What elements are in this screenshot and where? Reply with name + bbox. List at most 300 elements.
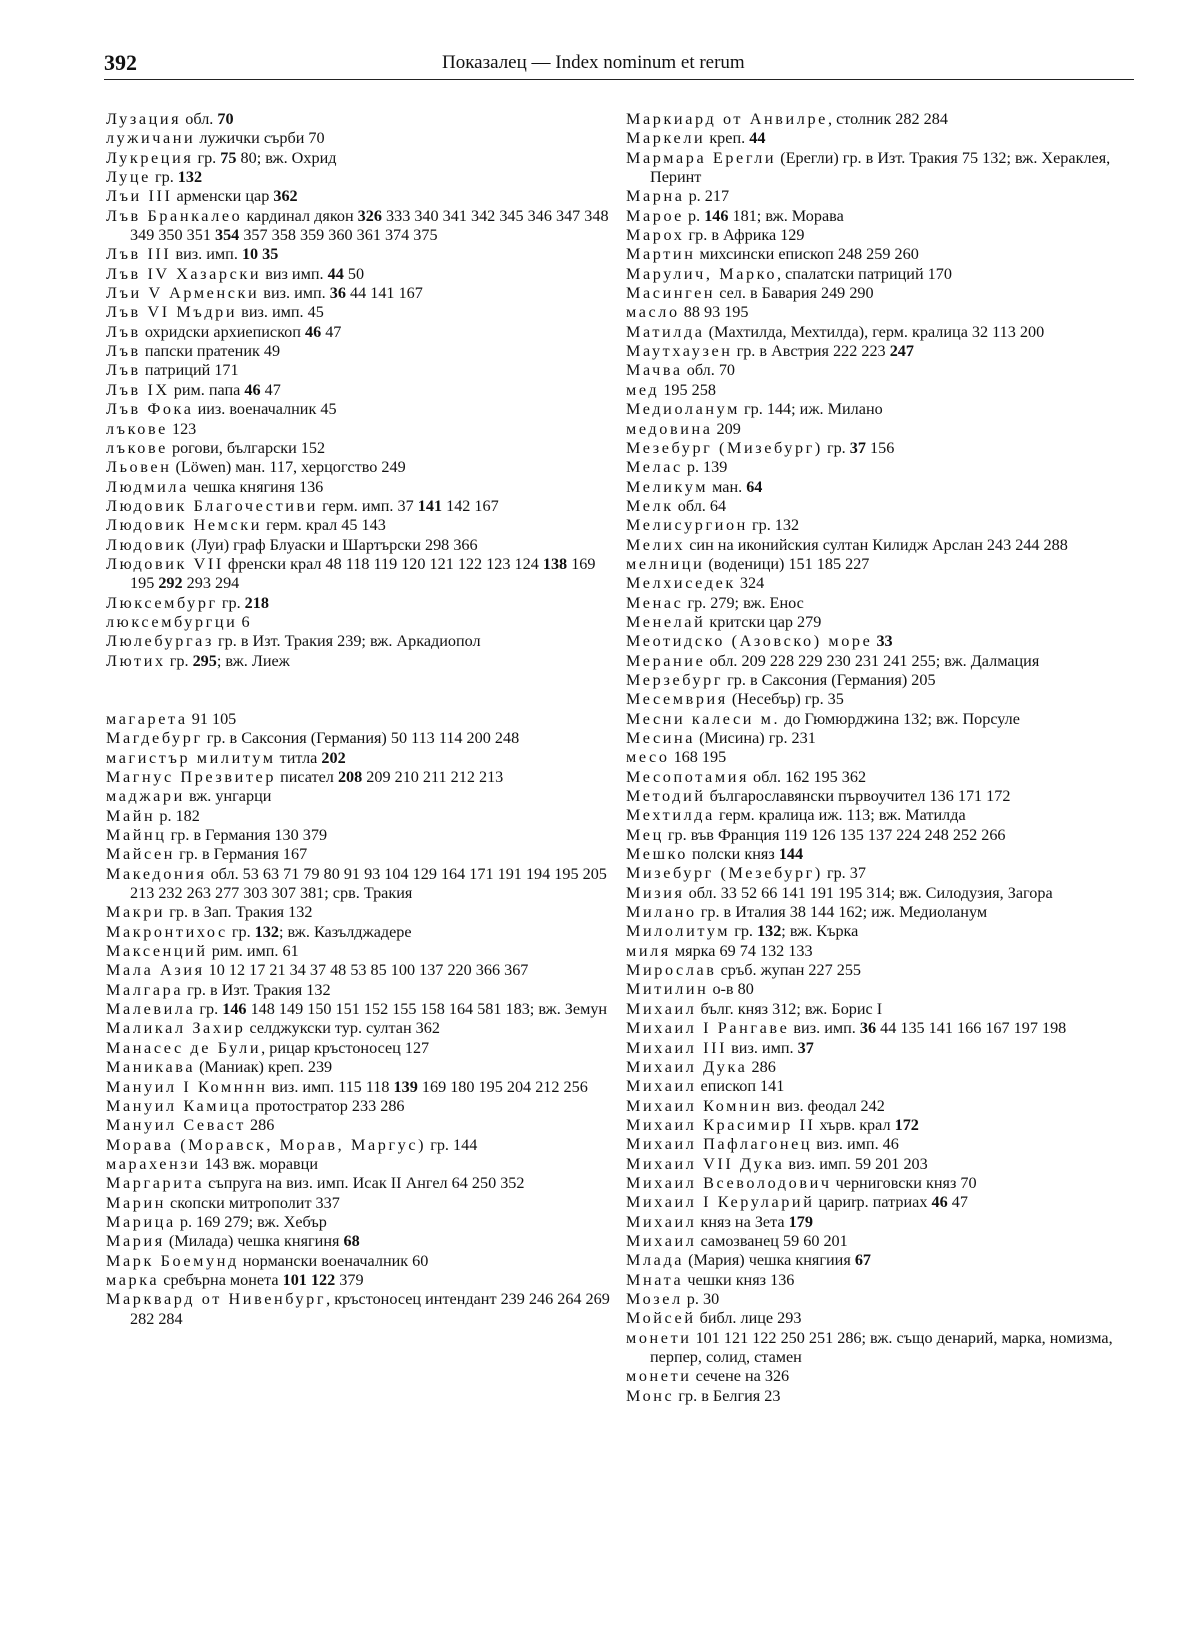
index-entry <box>626 574 1136 593</box>
index-references: гр. 132 <box>150 168 203 187</box>
index-term: Мната <box>626 1270 684 1289</box>
index-references: виз. имп. 59 201 203 <box>784 1154 928 1173</box>
index-references: гр. 218 <box>217 593 269 612</box>
index-references: до Гюмюрджина 132; вж. Порсуле <box>780 709 1020 728</box>
index-entry <box>626 806 1136 825</box>
index-term: Михаил VII Дука <box>626 1154 785 1173</box>
index-term: Лъв III <box>106 245 172 264</box>
index-entry <box>106 749 614 768</box>
index-references: рим. имп. 61 <box>207 942 299 961</box>
index-term: Магнус Презвитер <box>106 768 277 786</box>
header-rule <box>104 79 1134 80</box>
index-term: Маникава <box>106 1058 196 1077</box>
index-entry <box>626 652 1136 671</box>
index-references: (Луи) граф Блуаски и Шартърски 298 366 <box>186 535 478 554</box>
index-entry <box>626 458 1136 477</box>
index-entry <box>106 903 614 922</box>
index-term: медовина <box>626 419 713 438</box>
index-references: (Мария) чешка княгиия 67 <box>684 1251 871 1270</box>
index-entry <box>106 845 614 864</box>
index-entry <box>106 942 614 961</box>
index-references: , кръстоносец интендант 239 246 264 269 282 284 <box>130 1290 610 1328</box>
index-entry <box>626 110 1136 129</box>
index-term: Мелас <box>626 458 683 477</box>
index-references: гр. 144 <box>426 1135 478 1154</box>
index-references: обл. 70 <box>181 110 234 128</box>
index-term: Митилин <box>626 980 709 999</box>
index-references: гр. в Германия 130 379 <box>166 826 328 845</box>
index-entry <box>626 1019 1136 1038</box>
index-references: герм. кралица иж. 113; вж. Матилда <box>714 806 966 825</box>
index-references: цариrp. патриах 46 47 <box>814 1193 968 1212</box>
index-term: Млада <box>626 1251 685 1270</box>
index-term: Месемврия <box>626 690 728 709</box>
index-entry <box>106 1290 614 1329</box>
index-term: люксембургци <box>106 612 238 631</box>
index-term: магарета <box>106 709 188 728</box>
index-term: Малевила <box>106 1000 196 1019</box>
index-references: (Ерегли) гр. в Изт. Тракия 75 132; вж. Хераклея, Перинт <box>650 148 1111 187</box>
index-term: Марк Боемунд <box>106 1251 239 1270</box>
index-term: Мезебург (Мизебург) <box>626 438 823 457</box>
index-term: Маргарита <box>106 1174 205 1193</box>
index-term: лужичани <box>106 129 196 148</box>
index-references: сел. в Бавария 249 290 <box>715 284 874 303</box>
index-term: Лъв IX <box>106 380 170 399</box>
index-entry <box>106 555 614 594</box>
index-term: Михаил <box>626 1231 697 1250</box>
index-references: р. 139 <box>682 458 728 477</box>
index-entry <box>626 149 1136 188</box>
index-entry <box>626 845 1136 864</box>
index-term: Марин <box>106 1193 166 1212</box>
index-references: рогови, български 152 <box>167 438 326 457</box>
index-term: Морава (Моравск, Морав, Маргус) <box>106 1135 427 1154</box>
index-entry <box>106 652 614 671</box>
index-entry <box>106 826 614 845</box>
index-references: михсински епископ 248 259 260 <box>695 245 919 264</box>
running-title: Показалец — Index nominum et rerum <box>442 52 745 73</box>
index-entry <box>626 1309 1136 1328</box>
index-term: Майнц <box>106 826 167 845</box>
index-entry <box>106 1232 614 1251</box>
index-entry <box>626 961 1136 980</box>
index-references: полски княз 144 <box>687 845 804 864</box>
index-references: , столник 282 284 <box>827 110 948 128</box>
index-term: мед <box>626 380 660 399</box>
index-references: гр. 295; вж. Лиеж <box>165 651 290 670</box>
index-references: титла 202 <box>275 748 346 767</box>
index-references: гр. в Саксония (Германия) 205 <box>723 670 936 689</box>
index-entry <box>106 729 614 748</box>
index-term: Лъи V Арменски <box>106 284 260 303</box>
index-entry <box>626 478 1136 497</box>
index-term: Михаил <box>626 1077 697 1096</box>
index-entry <box>626 1193 1136 1212</box>
index-references: гр. в Австрия 222 223 247 <box>732 342 914 361</box>
index-references: сребърна монета 101 122 379 <box>159 1270 364 1289</box>
index-column-right <box>626 110 1136 1406</box>
index-references: ииз. военачалник 45 <box>193 400 337 419</box>
index-references: гр. 144; иж. Милано <box>739 400 883 419</box>
index-term: Лъв Фока <box>106 400 194 419</box>
index-entry <box>626 1058 1136 1077</box>
index-entry <box>106 1000 614 1019</box>
index-term: миля <box>626 941 671 960</box>
index-references: хърв. крал 172 <box>815 1115 919 1134</box>
index-references: креп. 44 <box>705 129 766 148</box>
index-entry <box>106 129 614 148</box>
index-references: гр. в Изт. Тракия 132 <box>183 980 331 999</box>
index-term: Макронтихос <box>106 922 228 941</box>
index-references: епископ 141 <box>696 1077 785 1096</box>
index-term: Манасес де Були <box>106 1038 262 1057</box>
index-references: критски цар 279 <box>705 612 822 631</box>
index-references: мярка 69 74 132 133 <box>670 941 813 960</box>
index-term: Максенций <box>106 942 208 961</box>
index-term: Михаил III <box>626 1038 728 1057</box>
index-entry <box>626 1367 1136 1386</box>
index-references: гр. в Германия 167 <box>175 845 308 864</box>
index-references: българославянски първоучител 136 171 172 <box>705 787 1011 806</box>
index-entry <box>106 168 614 187</box>
index-term: Мехтилда <box>626 806 715 825</box>
index-term: Мануил I Комннн <box>106 1077 268 1096</box>
index-entry <box>106 1116 614 1135</box>
index-references: 209 <box>712 419 741 438</box>
index-references: виз имп. 44 50 <box>261 264 365 283</box>
index-entry <box>626 922 1136 941</box>
index-term: Мармара Ерегли <box>626 148 777 167</box>
index-references: гр. 37 156 <box>822 438 895 457</box>
index-term: Меликум <box>626 477 709 496</box>
index-references: обл. 70 <box>682 361 736 380</box>
index-term: Марох <box>626 226 685 245</box>
index-entry <box>106 1019 614 1038</box>
index-references: о-в 80 <box>708 980 754 999</box>
index-entry <box>106 787 614 806</box>
index-entry <box>626 129 1136 148</box>
index-term: Лъв <box>106 361 141 380</box>
index-entry <box>626 284 1136 303</box>
index-entry <box>626 710 1136 729</box>
index-references: виз. имп. 36 44 135 141 166 167 197 198 <box>789 1019 1067 1038</box>
index-entry <box>626 342 1136 361</box>
index-entry <box>106 439 614 458</box>
index-term: Мелк <box>626 496 674 515</box>
index-references: виз. феодал 242 <box>772 1096 885 1115</box>
index-references: рим. папа 46 47 <box>169 380 281 399</box>
index-term: Людмила <box>106 477 189 496</box>
index-references: 6 <box>237 612 250 631</box>
index-term: Маликал Захир <box>106 1019 246 1038</box>
index-references: гр. в Изт. Тракия 239; вж. Аркадиопол <box>213 632 481 651</box>
index-term: Мароe <box>626 206 684 225</box>
index-references: (Löwen) ман. 117, херцогство 249 <box>171 458 406 477</box>
index-entry <box>626 323 1136 342</box>
index-term: Масинген <box>626 284 716 303</box>
index-references: писател 208 209 210 211 212 213 <box>276 768 504 786</box>
index-entry <box>626 690 1136 709</box>
page-number: 392 <box>104 50 137 75</box>
index-references: папски пратеник 49 <box>140 342 281 361</box>
index-references: френски крал 48 118 119 120 121 122 123 124 138 169 195 292 293 294 <box>130 554 596 593</box>
index-term: Мец <box>626 825 664 844</box>
index-term: Мозел <box>626 1289 683 1308</box>
index-entry <box>626 1155 1136 1174</box>
index-references: виз. имп. 115 118 139 169 180 195 204 212 256 <box>267 1077 588 1096</box>
index-term: Маркели <box>626 129 706 148</box>
index-entry <box>626 1116 1136 1135</box>
index-references: гр. 132 <box>747 516 800 535</box>
index-entry <box>106 961 614 980</box>
index-entry <box>626 1174 1136 1193</box>
index-term: лъкове <box>106 419 168 438</box>
index-term: Лютих <box>106 651 166 670</box>
index-entry <box>626 226 1136 245</box>
index-entry <box>626 1000 1136 1019</box>
index-entry <box>106 1136 614 1155</box>
index-references: герм. имп. 37 141 142 167 <box>318 496 499 515</box>
index-term: магистър милитум <box>106 748 276 767</box>
index-entry <box>626 903 1136 922</box>
index-references: обл. 209 228 229 230 231 241 255; вж. Далмация <box>705 651 1040 670</box>
index-references: скопски митрополит 337 <box>166 1193 340 1212</box>
index-entry <box>106 594 614 613</box>
index-references: обл. 33 52 66 141 191 195 314; вж. Силодузия, Загора <box>684 883 1053 902</box>
index-references: р. 169 279; вж. Хебър <box>175 1212 327 1231</box>
index-entry <box>106 807 614 826</box>
index-references: бълг. княз 312; вж. Борис I <box>696 999 883 1018</box>
index-term: Марица <box>106 1212 176 1231</box>
index-entry <box>626 826 1136 845</box>
index-entry <box>626 1077 1136 1096</box>
index-entry <box>626 555 1136 574</box>
index-references: (воденици) 151 185 227 <box>704 554 870 573</box>
index-entry <box>106 303 614 322</box>
index-term: Людовик Немски <box>106 516 263 535</box>
index-term: Мерание <box>626 651 706 670</box>
index-term: Милолитум <box>626 922 731 941</box>
index-term: Лъв <box>106 322 141 341</box>
index-term: Михаил Красимир II <box>626 1115 816 1134</box>
index-term: Методий <box>626 787 706 806</box>
index-references: 10 12 17 21 34 37 48 53 85 100 137 220 366 367 <box>204 961 529 980</box>
index-term: Месопотамия <box>626 767 749 786</box>
index-references: 33 <box>876 632 893 651</box>
index-references: (Маниак) креп. 239 <box>195 1058 333 1077</box>
index-term: Лукреция <box>106 148 194 167</box>
index-term: Мерзебург <box>626 670 724 689</box>
index-entry <box>626 439 1136 458</box>
index-entry <box>626 942 1136 961</box>
index-entry <box>626 1251 1136 1270</box>
index-references: обл. 53 63 71 79 80 91 93 104 129 164 171 191 194 195 205 213 232 263 277 303 307 381; срв. Тракия <box>130 864 607 903</box>
index-references: 101 121 122 250 251 286; вж. също денарий, марка, номизма, перпер, солид, стамен <box>650 1328 1113 1366</box>
index-references: обл. 162 195 362 <box>749 767 867 786</box>
index-references: р. 182 <box>155 806 200 825</box>
index-entry <box>106 1271 614 1290</box>
index-references: син на иконийския султан Килидж Арслан 243 244 288 <box>685 535 1068 554</box>
index-references: виз. имп. 10 35 <box>171 245 279 264</box>
index-entry <box>626 361 1136 380</box>
index-term: Матилда <box>626 322 705 341</box>
index-references: 168 195 <box>669 748 727 767</box>
index-entry <box>626 536 1136 555</box>
index-term: Михаил <box>626 999 697 1018</box>
index-entry <box>106 923 614 942</box>
index-references: р. 30 <box>682 1289 720 1308</box>
index-entry <box>626 980 1136 999</box>
index-entry <box>106 478 614 497</box>
index-entry <box>106 1078 614 1097</box>
index-references: гр. в Зап. Тракия 132 <box>165 903 313 922</box>
index-term: Мизебург (Мезебург) <box>626 864 823 883</box>
index-term: Милано <box>626 903 697 922</box>
index-entry <box>106 381 614 400</box>
index-entry <box>106 265 614 284</box>
index-entry <box>626 187 1136 206</box>
index-entry <box>106 1174 614 1193</box>
index-term: Монс <box>626 1386 675 1405</box>
index-entry <box>626 1097 1136 1116</box>
index-entry <box>626 594 1136 613</box>
index-term: масло <box>626 303 680 322</box>
index-term: Мелих <box>626 535 686 554</box>
index-references: р. 217 <box>684 187 730 206</box>
index-entry <box>106 1058 614 1077</box>
index-references: княз на Зета 179 <box>696 1212 813 1231</box>
page-header <box>104 50 1134 82</box>
index-term: Менелай <box>626 612 706 631</box>
index-entry <box>106 110 614 129</box>
index-references: съпруга на виз. имп. Исак II Ангел 64 250 352 <box>204 1174 525 1193</box>
index-term: марахензи <box>106 1154 201 1173</box>
index-entry <box>106 1039 614 1058</box>
index-entry <box>106 613 614 632</box>
index-entry <box>106 400 614 419</box>
index-references: 195 258 <box>659 380 716 399</box>
index-references: селджукски тур. султан 362 <box>245 1019 440 1038</box>
index-term: Мирослав <box>626 961 717 980</box>
index-entry <box>106 1097 614 1116</box>
index-term: Людовик VII <box>106 554 224 573</box>
index-term: месо <box>626 748 670 767</box>
index-references: герм. крал 45 143 <box>262 516 386 535</box>
index-term: Мелхиседек <box>626 574 736 593</box>
index-term: мелници <box>626 554 705 573</box>
index-entry <box>106 1213 614 1232</box>
index-entry <box>106 632 614 651</box>
index-entry <box>626 632 1136 651</box>
index-references: вж. унгарци <box>184 787 272 806</box>
index-entry <box>626 1271 1136 1290</box>
index-references: гр. 75 80; вж. Охрид <box>193 148 337 167</box>
index-entry <box>106 342 614 361</box>
index-entry <box>106 981 614 1000</box>
index-term: Михаил Пафлагонец <box>626 1135 813 1154</box>
index-entry <box>626 1213 1136 1232</box>
index-term: Мелисургион <box>626 516 748 535</box>
index-entry <box>106 207 614 246</box>
index-entry <box>106 1155 614 1174</box>
index-references: виз. имп. 45 <box>237 303 324 322</box>
index-term: Менас <box>626 593 684 612</box>
index-references: гр. във Франция 119 126 135 137 224 248 252 266 <box>663 825 1006 844</box>
index-entry <box>626 884 1136 903</box>
index-term: Медиоланум <box>626 400 740 419</box>
index-references: нормански военачалник 60 <box>238 1251 429 1270</box>
index-term: Месина <box>626 729 696 747</box>
index-term: Лъв <box>106 342 141 361</box>
index-entry <box>626 400 1136 419</box>
index-entry <box>626 207 1136 226</box>
index-references: 91 105 <box>187 709 237 728</box>
index-entry <box>106 497 614 516</box>
index-term: Мартин <box>626 245 696 264</box>
index-references: гр. 132; вж. Казълджадере <box>227 922 412 941</box>
index-references: (Милада) чешка княгиня 68 <box>164 1232 360 1251</box>
index-references: охридски архиепископ 46 47 <box>140 322 342 341</box>
index-references: 286 <box>245 1116 275 1135</box>
index-term: Луце <box>106 168 151 187</box>
index-references: гр. в Саксония (Германия) 50 113 114 200 248 <box>202 729 520 748</box>
index-term: Михаил Всеволодович <box>626 1173 832 1192</box>
index-term: Михаил I Рангаве <box>626 1019 790 1038</box>
index-term: Меотидско (Азовско) море <box>626 632 873 651</box>
index-references: чешка княгиня 136 <box>188 477 324 496</box>
index-references: гр. 146 148 149 150 151 152 155 158 164 581 183; вж. Земун <box>195 1000 608 1019</box>
index-term: Людовик <box>106 535 187 554</box>
index-column-left <box>106 110 614 1329</box>
index-entry <box>106 323 614 342</box>
index-references: , рицар кръстоносец 127 <box>261 1038 430 1057</box>
index-term: Мизия <box>626 883 685 902</box>
index-references: , спалатски патриций 170 <box>777 264 952 283</box>
index-term: Македония <box>106 864 207 883</box>
index-entry <box>106 516 614 535</box>
index-term: Маутхаузен <box>626 342 733 361</box>
index-term: Марквард от Нивенбург <box>106 1290 327 1309</box>
index-entry <box>626 671 1136 690</box>
index-references: гр. 37 <box>822 864 866 883</box>
index-references: гр. в Африка 129 <box>684 226 805 245</box>
index-references: патриций 171 <box>140 361 239 380</box>
index-term: Майсен <box>106 845 176 864</box>
index-references: гр. 279; вж. Енос <box>683 593 804 612</box>
index-references: 286 <box>747 1057 776 1076</box>
index-term: Марулич, Марко <box>626 264 778 283</box>
index-term: маджари <box>106 787 185 806</box>
index-references: 324 <box>735 574 765 593</box>
index-term: Малгара <box>106 980 184 999</box>
index-references: черниговски княз 70 <box>831 1173 977 1192</box>
index-entry <box>106 420 614 439</box>
index-entry <box>626 1232 1136 1251</box>
index-entry <box>626 729 1136 748</box>
index-term: Макри <box>106 903 166 922</box>
index-term: Мачва <box>626 361 683 380</box>
index-references: 88 93 195 <box>679 303 749 322</box>
index-entry <box>106 187 614 206</box>
index-references: 143 вж. моравци <box>200 1154 319 1173</box>
index-term: Мойсей <box>626 1309 696 1328</box>
index-term: Лъи III <box>106 187 173 206</box>
index-references: чешки княз 136 <box>683 1270 795 1289</box>
index-references: сръб. жупан 227 255 <box>716 961 862 980</box>
index-entry <box>626 748 1136 767</box>
index-entry <box>106 865 614 904</box>
